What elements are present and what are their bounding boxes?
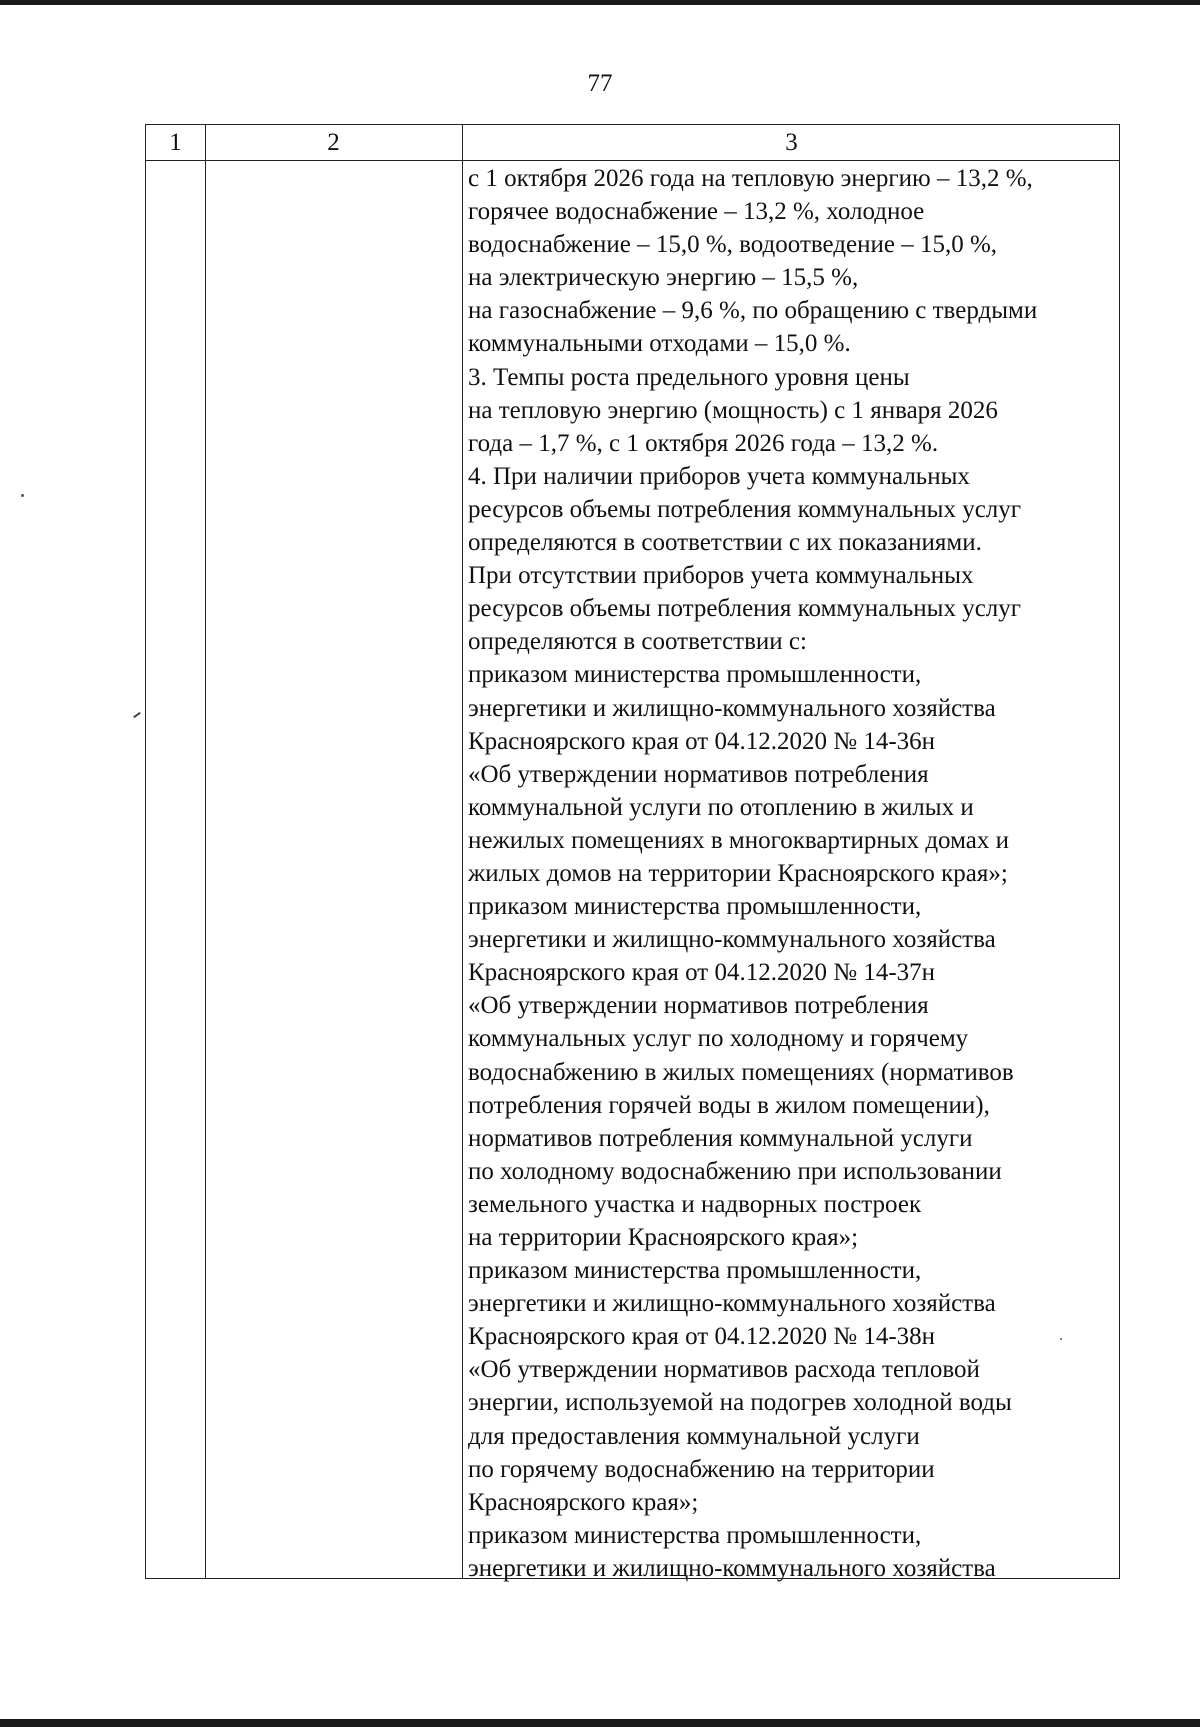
text-line: определяются в соответствии с их показаниями. (468, 529, 982, 557)
text-line: приказом министерства промышленности, (468, 661, 922, 689)
text-line: «Об утверждении нормативов потребления (468, 992, 929, 1020)
text-line: на электрическую энергию – 15,5 %, (468, 264, 859, 292)
text-line: на территории Красноярского края»; (468, 1224, 859, 1251)
text-line: энергетики и жилищно-коммунального хозяйства (468, 1554, 996, 1582)
header-divider (146, 160, 1119, 161)
text-line: 4. При наличии приборов учета коммунальных (468, 462, 970, 490)
text-line: Красноярского края от 04.12.2020 № 14-36н (468, 727, 936, 755)
text-line: нежилых помещениях в многоквартирных домах и (468, 826, 1009, 854)
table-header-col-3: 3 (785, 129, 798, 156)
text-line: коммунальной услуги по отоплению в жилых и (468, 793, 974, 821)
column-3-text (468, 162, 1123, 1585)
scan-edge-top (0, 0, 1200, 5)
scan-edge-bottom (0, 1719, 1200, 1727)
text-line: Красноярского края»; (468, 1488, 699, 1516)
column-divider (205, 125, 206, 1578)
text-line: энергетики и жилищно-коммунального хозяйства (468, 694, 996, 722)
margin-pen-mark (133, 712, 141, 718)
text-line: потребления горячей воды в жилом помещении), (468, 1091, 990, 1119)
text-line: «Об утверждении нормативов расхода тепловой (468, 1356, 980, 1384)
text-line: энергетики и жилищно-коммунального хозяйства (468, 926, 996, 954)
text-line: на газоснабжение – 9,6 %, по обращению с твердыми (468, 297, 1038, 325)
text-line: При отсутствии приборов учета коммунальных (468, 562, 974, 590)
column-divider (462, 125, 463, 1578)
text-line: 3. Темпы роста предельного уровня цены (468, 363, 910, 391)
scan-speck (1060, 1338, 1062, 1340)
text-line: по горячему водоснабжению на территории (468, 1455, 935, 1483)
text-line: Красноярского края от 04.12.2020 № 14-37н (468, 959, 936, 987)
text-line: коммунальных услуг по холодному и горячему (468, 1025, 969, 1053)
document-table (145, 124, 1120, 1582)
text-line: на тепловую энергию (мощность) с 1 января 2026 (468, 396, 998, 424)
text-line: приказом министерства промышленности, (468, 893, 922, 921)
text-line: земельного участка и надворных построек (468, 1190, 922, 1218)
text-line: года – 1,7 %, с 1 октября 2026 года – 13,2 %. (468, 429, 939, 457)
text-line: жилых домов на территории Красноярского края»; (468, 859, 1008, 887)
text-line: водоснабжение – 15,0 %, водоотведение – 15,0 %, (468, 231, 998, 259)
table-header-col-1: 1 (169, 129, 182, 156)
text-line: нормативов потребления коммунальной услуги (468, 1124, 973, 1152)
text-line: с 1 октября 2026 года на тепловую энергию – 13,2 %, (468, 165, 1033, 192)
text-line: для предоставления коммунальной услуги (468, 1422, 920, 1450)
text-line: «Об утверждении нормативов потребления (468, 760, 929, 788)
text-line: энергетики и жилищно-коммунального хозяйства (468, 1290, 996, 1318)
text-line: определяются в соответствии с: (468, 628, 807, 656)
page-number: 77 (587, 70, 613, 97)
text-line: приказом министерства промышленности, (468, 1257, 922, 1285)
text-line: Красноярского края от 04.12.2020 № 14-38н (468, 1323, 936, 1351)
text-line: энергии, используемой на подогрев холодной воды (468, 1389, 1012, 1417)
text-line: горячее водоснабжение – 13,2 %, холодное (468, 198, 925, 226)
table-header-col-2: 2 (327, 129, 340, 156)
text-line: ресурсов объемы потребления коммунальных услуг (468, 495, 1022, 523)
text-line: коммунальными отходами – 15,0 %. (468, 330, 851, 358)
text-line: приказом министерства промышленности, (468, 1521, 922, 1549)
text-line: по холодному водоснабжению при использовании (468, 1157, 1002, 1185)
scan-speck (21, 494, 24, 497)
text-line: ресурсов объемы потребления коммунальных услуг (468, 595, 1022, 623)
text-line: водоснабжению в жилых помещениях (нормативов (468, 1058, 1014, 1086)
